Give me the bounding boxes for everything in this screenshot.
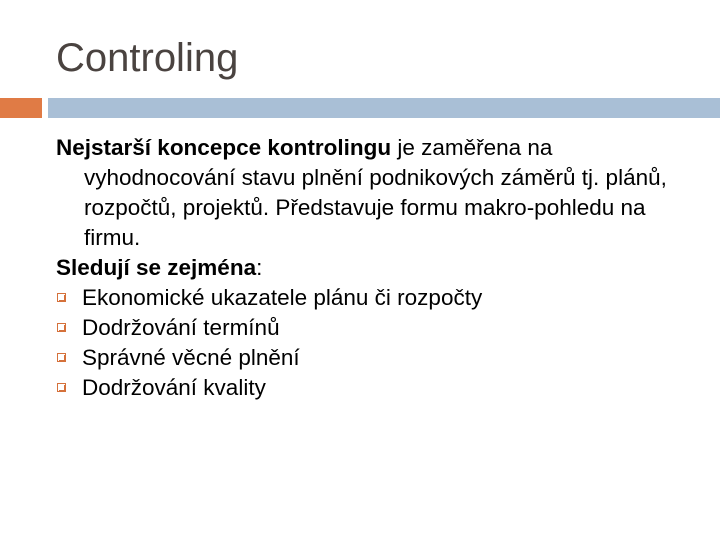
list-item: [56, 283, 706, 313]
accent-bar: [0, 98, 42, 118]
square-bullet-icon: [57, 323, 66, 332]
intro-paragraph: [56, 133, 706, 253]
list-item-text: Dodržování kvality: [82, 375, 266, 400]
header-bar: [48, 98, 720, 118]
followed-heading: [56, 253, 706, 283]
followed-bold-text: Sledují se zejména: [56, 255, 257, 280]
slide-content: [56, 133, 706, 403]
bullet-list: [56, 283, 706, 403]
list-item-text: Správné věcné plnění: [82, 345, 300, 370]
intro-text: je zaměřena na vyhodnocování stavu plnění podnikových záměrů tj. plánů, rozpočtů, projektů. Představuje formu makro-pohledu na firmu.: [84, 135, 667, 250]
square-bullet-icon: [57, 353, 66, 362]
list-item: [56, 343, 706, 373]
list-item: [56, 373, 706, 403]
intro-bold-text: Nejstarší koncepce kontrolingu: [56, 135, 392, 160]
square-bullet-icon: [57, 293, 66, 302]
list-item-text: Ekonomické ukazatele plánu či rozpočty: [82, 285, 483, 310]
list-item: [56, 313, 706, 343]
list-item-text: Dodržování termínů: [82, 315, 280, 340]
slide-title: Controling: [56, 36, 239, 80]
square-bullet-icon: [57, 383, 66, 392]
followed-colon: :: [256, 255, 263, 280]
